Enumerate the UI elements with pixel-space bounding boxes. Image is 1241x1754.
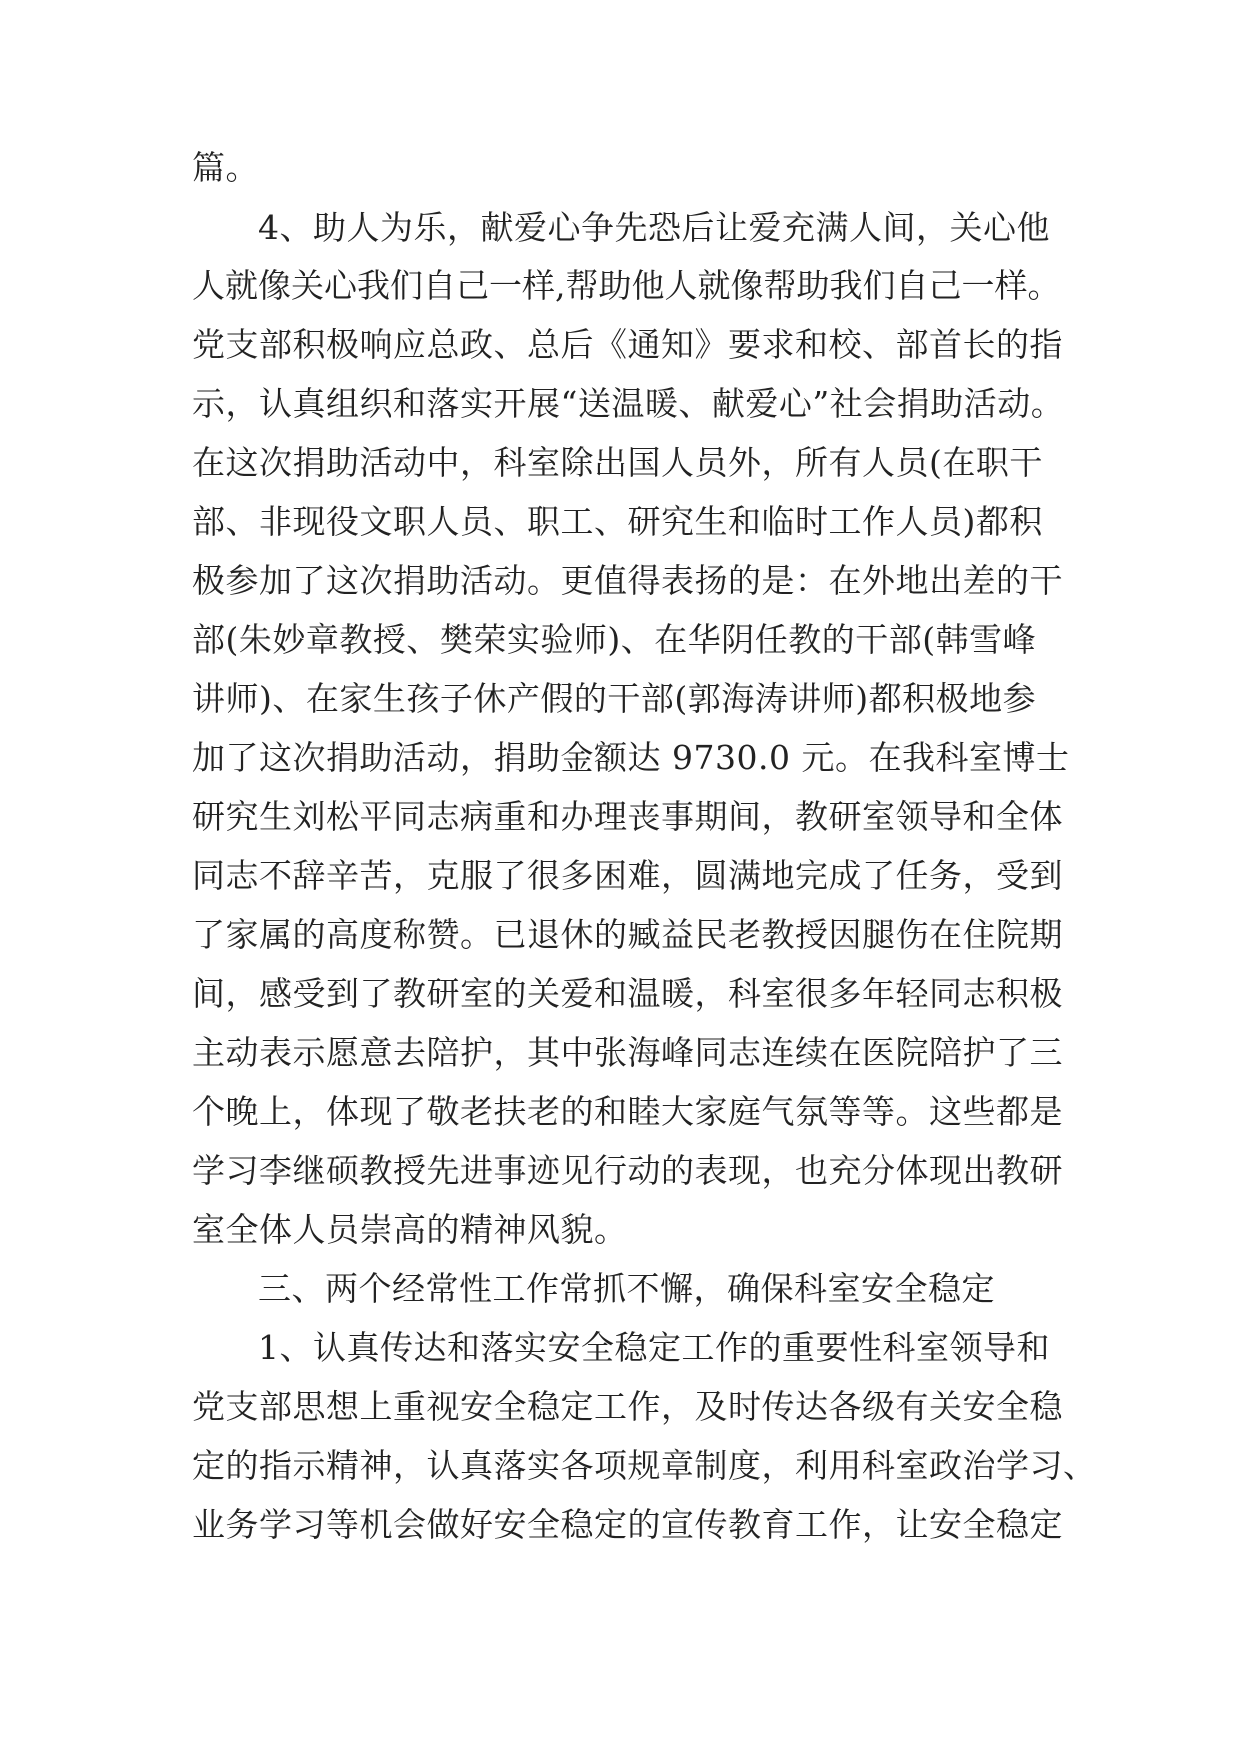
paragraph-start-line: 4、助人为乐，献爱心争先恐后让爱充满人间，关心他 (258, 208, 1050, 247)
text-line: 室全体人员崇高的精神风貌。 (192, 1210, 628, 1249)
text-line: 了家属的高度称赞。已退休的臧益民老教授因腿伤在住院期 (192, 915, 1063, 954)
text-line: 主动表示愿意去陪护，其中张海峰同志连续在医院陪护了三 (192, 1033, 1063, 1072)
text-line: 间，感受到了教研室的关爱和温暖，科室很多年轻同志积极 (192, 974, 1063, 1013)
text-line: 极参加了这次捐助活动。更值得表扬的是：在外地出差的干 (192, 561, 1063, 600)
text-line: 在这次捐助活动中，科室除出国人员外，所有人员(在职干 (192, 443, 1043, 482)
paragraph-start-line: 1、认真传达和落实安全稳定工作的重要性科室领导和 (258, 1328, 1050, 1367)
text-line: 加了这次捐助活动，捐助金额达 9730.0 元。在我科室博士 (192, 738, 1070, 777)
text-line: 个晚上，体现了敬老扶老的和睦大家庭气氛等等。这些都是 (192, 1092, 1063, 1131)
text-line: 讲师)、在家生孩子休产假的干部(郭海涛讲师)都积极地参 (192, 679, 1037, 718)
text-line: 部、非现役文职人员、职工、研究生和临时工作人员)都积 (192, 502, 1043, 541)
text-line: 党支部思想上重视安全稳定工作，及时传达各级有关安全稳 (192, 1387, 1063, 1426)
text-line: 示，认真组织和落实开展“送温暖、献爱心”社会捐助活动。 (192, 384, 1065, 423)
text-line: 党支部积极响应总政、总后《通知》要求和校、部首长的指 (192, 325, 1063, 364)
section-heading: 三、两个经常性工作常抓不懈，确保科室安全稳定 (258, 1269, 995, 1308)
text-line: 业务学习等机会做好安全稳定的宣传教育工作，让安全稳定 (192, 1505, 1063, 1544)
text-line: 人就像关心我们自己一样,帮助他人就像帮助我们自己一样。 (192, 266, 1061, 305)
text-line: 同志不辞辛苦，克服了很多困难，圆满地完成了任务，受到 (192, 856, 1063, 895)
text-line: 学习李继硕教授先进事迹见行动的表现，也充分体现出教研 (192, 1151, 1063, 1190)
text-line: 定的指示精神，认真落实各项规章制度，利用科室政治学习、 (192, 1446, 1097, 1485)
text-line: 篇。 (192, 148, 259, 187)
text-line: 研究生刘松平同志病重和办理丧事期间，教研室领导和全体 (192, 797, 1063, 836)
text-line: 部(朱妙章教授、樊荣实验师)、在华阴任教的干部(韩雪峰 (192, 620, 1037, 659)
